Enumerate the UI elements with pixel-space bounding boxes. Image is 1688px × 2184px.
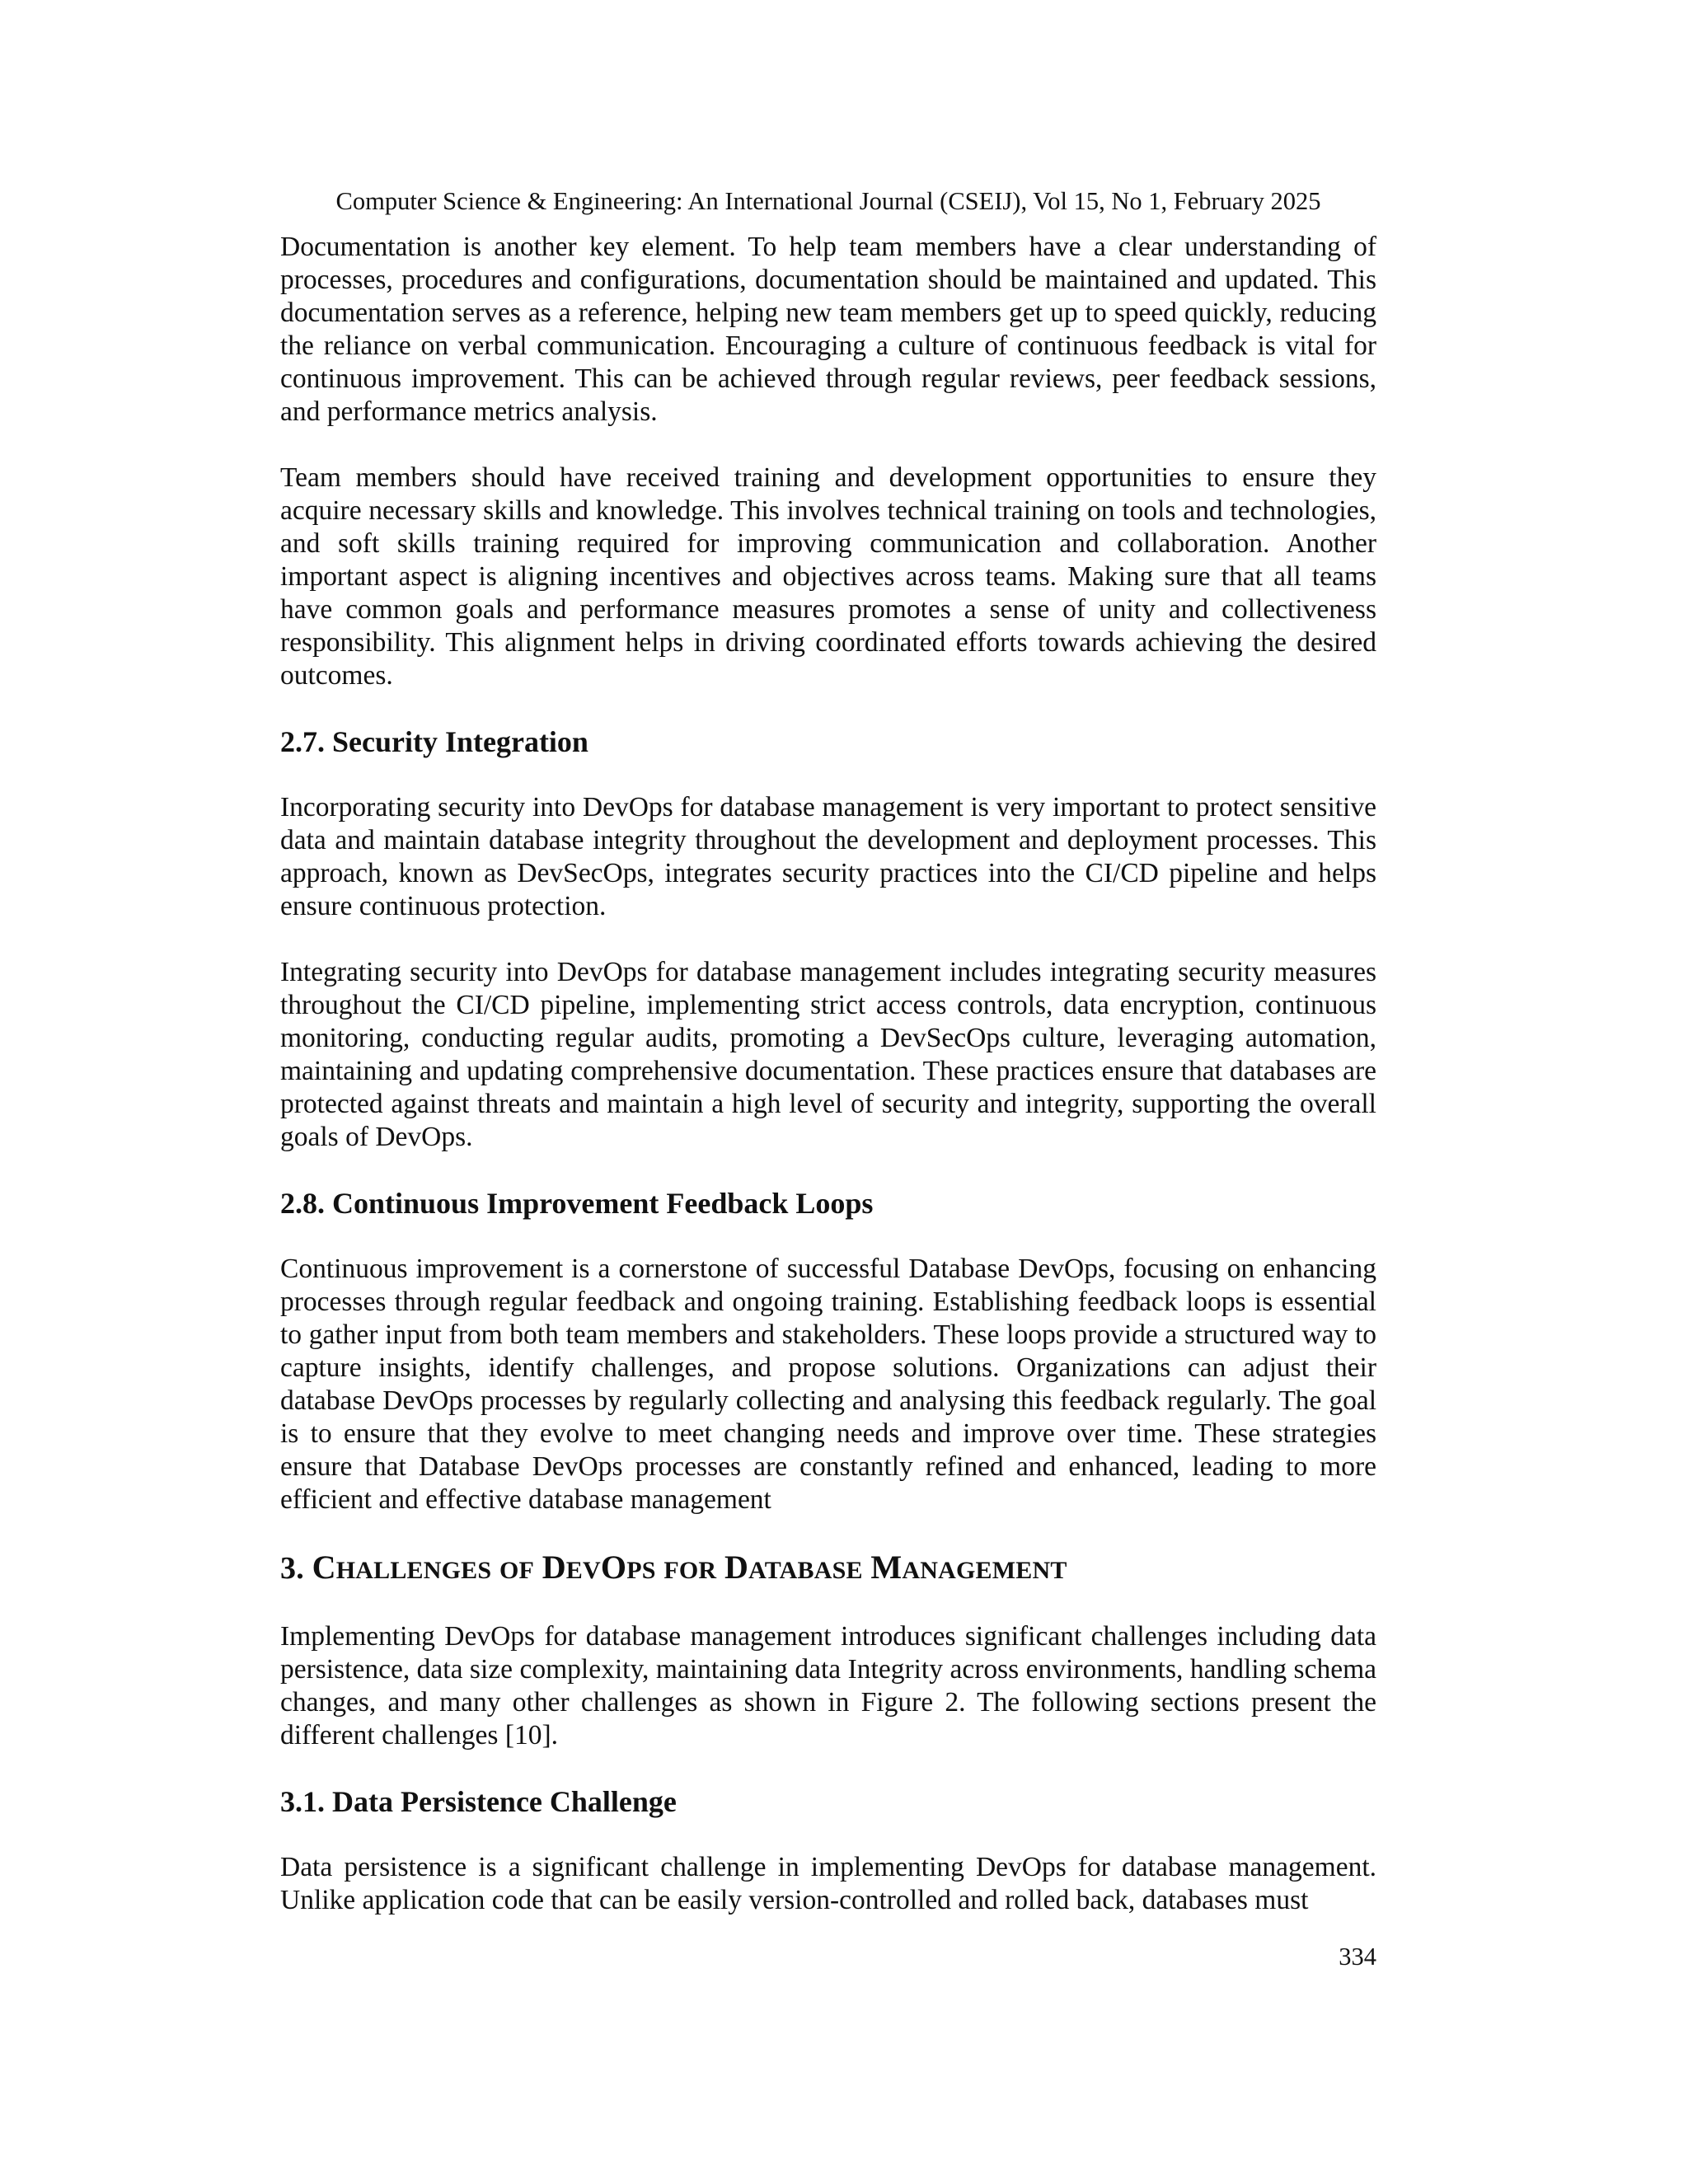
paragraph-training: Team members should have received training and development opportunities to ensure they acquire necessary skills and knowledge. This involves technical training on tools and technologies, and soft skills training required for improving communication and collaboration. Another important aspect is aligning incentives and objectives across teams. Making sure that all teams have common goals and performance measures promotes a sense of unity and collectiveness responsibility. This alignment helps in driving coordinated efforts towards achieving the desired outcomes. (280, 462, 1376, 691)
section-heading-3: 3. CHALLENGES OF DEVOPS FOR DATABASE MANAGEMENT (280, 1549, 1067, 1586)
paragraph-continuous-improvement: Continuous improvement is a cornerstone of successful Database DevOps, focusing on enhancing processes through regular feedback and ongoing training. Establishing feedback loops is essential to gather input from both team members and stakeholders. These loops provide a structured way to capture insights, identify challenges, and propose solutions. Organizations can adjust their database DevOps processes by regularly collecting and analysing this feedback regularly. The goal is to ensure that they evolve to meet changing needs and improve over time. These strategies ensure that Database DevOps processes are constantly refined and enhanced, leading to more efficient and effective database management (280, 1254, 1376, 1515)
section-heading-2-8: 2.8. Continuous Improvement Feedback Loops (280, 1187, 874, 1220)
paragraph-security-intro: Incorporating security into DevOps for database management is very important to protect sensitive data and maintain database integrity throughout the development and deployment processes. This approach, known as DevSecOps, integrates security practices into the CI/CD pipeline and helps ensure continuous protection. (280, 792, 1376, 921)
paper-page (280, 0, 1376, 2184)
heading-3-number: 3. (280, 1551, 312, 1586)
section-heading-2-7: 2.7. Security Integration (280, 725, 588, 758)
section-heading-3-1: 3.1. Data Persistence Challenge (280, 1785, 677, 1818)
page-number: 334 (1339, 1943, 1376, 1971)
paragraph-security-practices: Integrating security into DevOps for database management includes integrating security measures throughout the CI/CD pipeline, implementing strict access controls, data encryption, continuous monitoring, conducting regular audits, promoting a DevSecOps culture, leveraging automation, maintaining and updating comprehensive documentation. These practices ensure that databases are protected against threats and maintain a high level of security and integrity, supporting the overall goals of DevOps. (280, 957, 1376, 1152)
body-text (280, 231, 1376, 1917)
paragraph-challenges-intro: Implementing DevOps for database management introduces significant challenges including data persistence, data size complexity, maintaining data Integrity across environments, handling schema changes, and many other challenges as shown in Figure 2. The following sections present the different challenges [10]. (280, 1621, 1376, 1750)
paragraph-documentation: Documentation is another key element. To help team members have a clear understanding of processes, procedures and configurations, documentation should be maintained and updated. This documentation serves as a reference, helping new team members get up to speed quickly, reducing the reliance on verbal communication. Encouraging a culture of continuous feedback is vital for continuous improvement. This can be achieved through regular reviews, peer feedback sessions, and performance metrics analysis. (280, 232, 1376, 427)
paragraph-data-persistence: Data persistence is a significant challenge in implementing DevOps for database management. Unlike application code that can be easily version-controlled and rolled back, databases must (280, 1852, 1376, 1915)
running-header: Computer Science & Engineering: An International Journal (CSEIJ), Vol 15, No 1, February 2025 (335, 187, 1321, 215)
